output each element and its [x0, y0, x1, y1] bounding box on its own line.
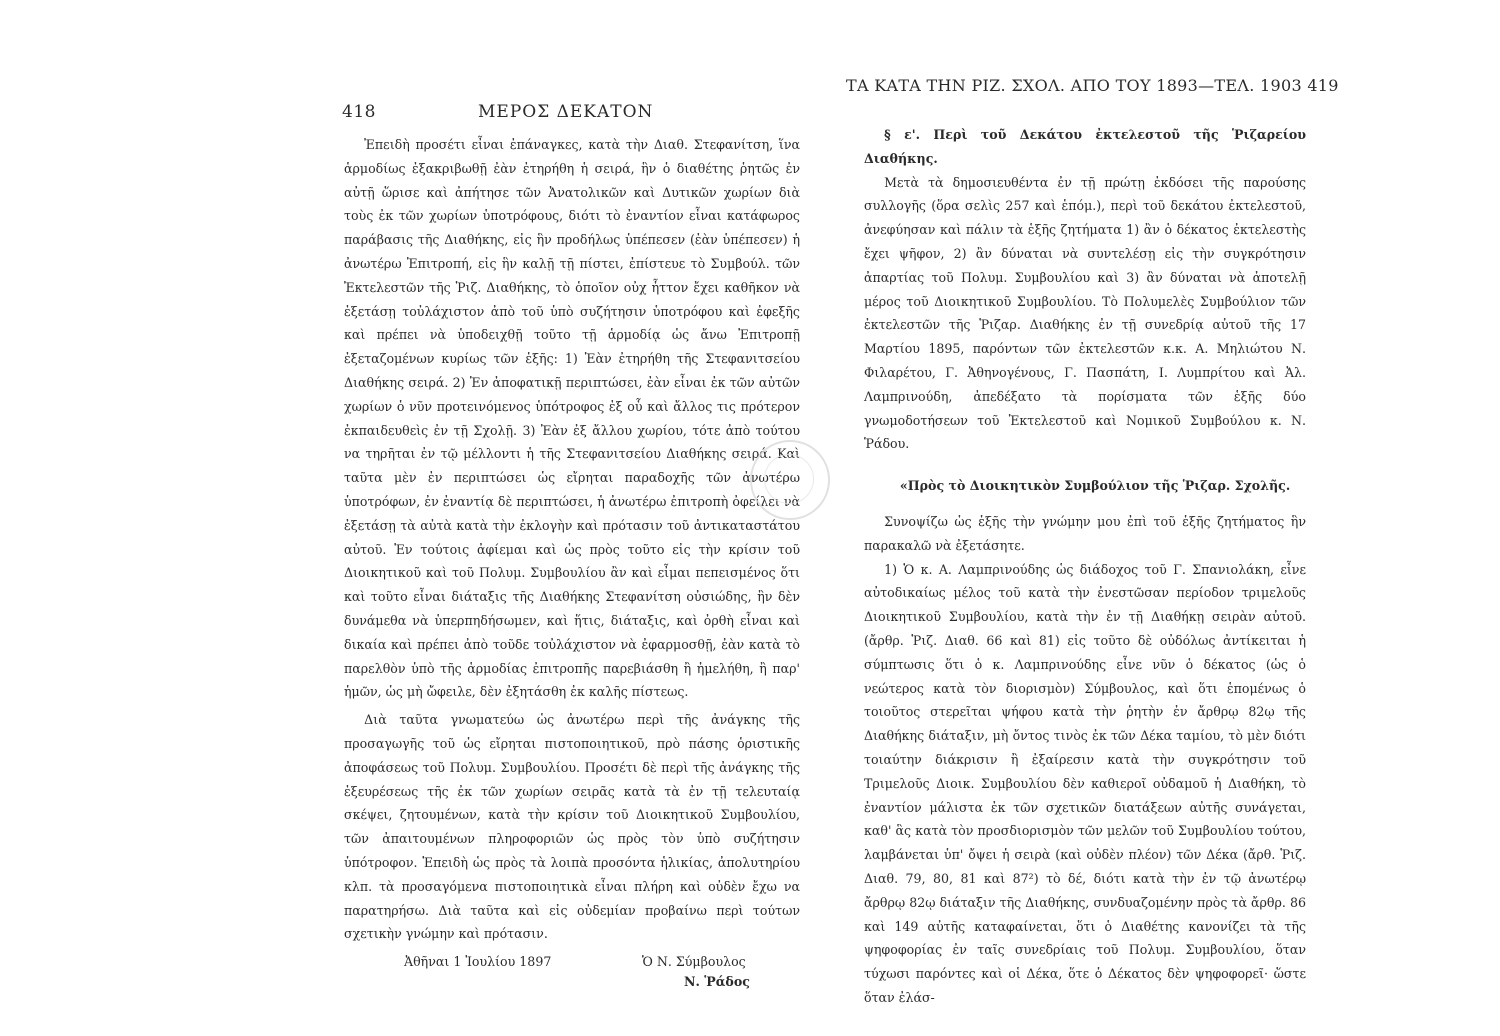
signoff-role: Ὁ Ν. Σύμβουλος — [642, 954, 746, 970]
page-number: 418 — [342, 102, 376, 122]
running-title: ΤΑ ΚΑΤΑ ΤΗΝ ΡΙΖ. ΣΧΟΛ. ΑΠΟ ΤΟΥ 1893—ΤΕΛ. 1903 419 — [846, 76, 1339, 95]
signoff-name: Ν. Ῥάδος — [684, 974, 750, 990]
running-title: ΜΕΡΟΣ ΔΕΚΑΤΟΝ — [478, 102, 654, 122]
paragraph: Συνοψίζω ὡς ἑξῆς τὴν γνώμην μου ἐπὶ τοῦ ἑξῆς ζητήματος ἣν παρακαλῶ νὰ ἐξετάσητε. — [864, 513, 1306, 553]
paragraph: 1) Ὁ κ. Α. Λαμπρινούδης ὡς διάδοχος τοῦ Γ. Σπανιολάκη, εἶνε αὐτοδικαίως μέλος τοῦ κατὰ τὴν ἐνεστῶσαν περίοδον τριμελοῦς Διοικητικοῦ Συμβουλίου, κατὰ τὴν ἐν τῇ Διαθήκῃ σειρὰν αὐτοῦ. (ἄρθρ. Ῥιζ. Διαθ. 66 καὶ 81) εἰς τοῦτο δὲ οὐδόλως ἀντίκειται ἡ σύμπτωσις ὅτι ὁ κ. Λαμπρινούδης εἶνε νῦν ὁ δέκατος (ὡς ὁ νεώτερος κατὰ τὸν διορισμὸν) Σύμβουλος, καὶ ὅτι ἑπομένως ὁ τοιοῦτος στερεῖται ψήφου κατὰ τὴν ῥητὴν ἐν ἄρθρῳ 82ῳ τῆς Διαθήκης διάταξιν, μὴ ὄντος τινὸς ἐκ τῶν Δέκα ταμίου, τὸ μὲν διότι τοιαύτην διάκρισιν ἢ ἐξαίρεσιν κατὰ τὴν συγκρότησιν τοῦ Τριμελοῦς Διοικ. Συμβουλίου δὲν καθιεροῖ οὐδαμοῦ ἡ Διαθήκη, τὸ ἐναντίον μάλιστα ἐκ τῶν σχετικῶν διατάξεων αὐτῆς συνάγεται, καθ' ἃς κατὰ τὸν προσδιορισμὸν τῶν μελῶν τοῦ Συμβουλίου τούτου, λαμβάνεται ὑπ' ὄψει ἡ σειρὰ (καὶ οὐδὲν πλέον) τῶν Δέκα (ἄρθ. Ῥιζ. Διαθ. 79, 80, 81 καὶ 87²) τὸ δέ, διότι κατὰ τὴν ἐν τῷ ἀνωτέρῳ ἄρθρῳ 82ῳ διάταξιν τῆς Διαθήκης, συνδυαζομένην πρὸς τὰ ἄρθρ. 86 καὶ 149 αὐτῆς καταφαίνεται, ὅτι ὁ Διαθέτης κανονίζει τὰ τῆς ψηφοφορίας ἐν ταῖς συνεδρίαις τοῦ Πολυμ. Συμβουλίου, ὅταν τύχωσι παρόντες καὶ οἱ Δέκα, ὅτε ὁ Δέκατος δὲν ψηφοφορεῖ· ὥστε ὅταν ἐλάσ- — [864, 561, 1306, 1005]
signoff — [344, 950, 800, 992]
paragraph: Διὰ ταῦτα γνωματεύω ὡς ἀνωτέρω περὶ τῆς ἀνάγκης τῆς προσαγωγῆς τοῦ ὡς εἴρηται πιστοποιητικοῦ, πρὸ πάσης ὁριστικῆς ἀποφάσεως τοῦ Πολυμ. Συμβουλίου. Προσέτι δὲ περὶ τῆς ἀνάγκης τῆς ἐξευρέσεως τῆς ἐκ τῶν χωρίων σειρᾶς κατὰ τὰ ἐν τῇ τελευταίᾳ σκέψει, ζητουμένων, κατὰ τὴν κρίσιν τοῦ Διοικητικοῦ Συμβουλίου, τῶν ἀπαιτουμένων πληροφοριῶν ὡς πρὸς τὸν ὑπὸ συζήτησιν ὑπότροφον. Ἐπειδὴ ὡς πρὸς τὰ λοιπὰ προσόντα ἡλικίας, ἀπολυτηρίου κλπ. τὰ προσαγόμενα πιστοποιητικὰ εἶναι πλήρη καὶ οὐδὲν ἔχω να παρατηρήσω. Διὰ ταῦτα καὶ εἰς οὐδεμίαν προβαίνω περὶ τούτων σχετικὴν γνώμην καὶ πρότασιν. — [344, 712, 800, 942]
body-text — [864, 123, 1306, 1010]
section-heading: § ε'. Περὶ τοῦ Δεκάτου ἐκτελεστοῦ τῆς Ῥιζαρείου Διαθήκης. — [864, 127, 1306, 166]
paragraph: Ἐπειδὴ προσέτι εἶναι ἐπάναγκες, κατὰ τὴν Διαθ. Στεφανίτση, ἵνα ἁρμοδίως ἐξακριβωθῇ ἐὰν ἐτηρήθη ἡ σειρά, ἣν ὁ διαθέτης ῥητῶς ἐν αὐτῇ ὥρισε καὶ ἀπήτησε τῶν Ἀνατολικῶν καὶ Δυτικῶν χωρίων διὰ τοὺς ἐκ τῶν χωρίων ὑποτρόφους, διότι τὸ ἐναντίον εἶναι κατάφωρος παράβασις τῆς Διαθήκης, εἰς ἣν προδήλως ὑπέπεσεν (ἐὰν ὑπέπεσεν) ἡ ἀνωτέρω Ἐπιτροπή, εἰς ἣν καλῇ τῇ πίστει, ἐπίστευε τὸ Συμβούλ. τῶν Ἐκτελεστῶν τῆς Ῥιζ. Διαθήκης, τὸ ὁποῖον οὐχ ἧττον ἔχει καθῆκον νὰ ἐξετάσῃ τοὐλάχιστον ἀπὸ τοῦ ὑπὸ συζήτησιν ὑποτρόφου καὶ ἐφεξῆς καὶ πρέπει νὰ ὑποδειχθῇ τοῦτο τῇ ἁρμοδίᾳ ὡς ἄνω Ἐπιτροπῇ ἐξεταζομένων κυρίως τῶν ἑξῆς: 1) Ἐὰν ἐτηρήθη τῆς Στεφανιτσείου Διαθήκης σειρά. 2) Ἐν ἀποφατικῇ περιπτώσει, ἐὰν εἶναι ἐκ τῶν αὐτῶν χωρίων ὁ νῦν προτεινόμενος ὑπότροφος ἐξ οὗ καὶ ἄλλος τις πρότερον ἐκπαιδευθεὶς ἐν τῇ Σχολῇ. 3) Ἐὰν ἐξ ἄλλου χωρίου, τότε ἀπὸ τούτου να τηρῆται ἐν τῷ μέλλοντι ἡ τῆς Στεφανιτσείου Διαθήκης σειρά. Καὶ ταῦτα μὲν ἐν περιπτώσει ὡς εἴρηται παραδοχῆς τῶν ἀνωτέρω ὑποτρόφων, ἐν ἐναντίᾳ δὲ περιπτώσει, ἡ ἀνωτέρω ἐπιτροπὴ ὀφείλει νὰ ἐξετάσῃ τὰ αὐτὰ κατὰ τὴν ἐκλογὴν καὶ πρότασιν τοῦ ἀντικαταστάτου αὐτοῦ. Ἐν τούτοις ἀφίεμαι καὶ ὡς πρὸς τοῦτο εἰς τὴν κρίσιν τοῦ Διοικητικοῦ καὶ τοῦ Πολυμ. Συμβουλίου ἂν καὶ εἶμαι πεπεισμένος ὅτι καὶ τοῦτο εἶναι διάταξις τῆς Διαθήκης Στεφανίτση οὐσιώδης, ἣν δὲν δυνάμεθα νὰ ὑπερπηδήσωμεν, καὶ ἥτις, διάταξις, καὶ ὀρθὴ εἶναι καὶ δικαία καὶ πρέπει ἀπὸ τοῦδε τοὐλάχιστον νὰ ἐφαρμοσθῇ, ἐὰν κατὰ τὸ παρελθὸν ὑπὸ τῆς ἁρμοδίας ἐπιτροπῆς παρεβιάσθη ἢ ἠμελήθη, ἢ παρ' ἡμῶν, ὡς μὴ ὤφειλε, δὲν ἐξητάσθη ἐκ καλῆς πίστεως. — [344, 137, 800, 700]
signoff-date: Ἀθῆναι 1 Ἰουλίου 1897 — [404, 954, 552, 970]
paragraph: Μετὰ τὰ δημοσιευθέντα ἐν τῇ πρώτῃ ἐκδόσει τῆς παρούσης συλλογῆς (ὅρα σελὶς 257 καὶ ἑπόμ.), περὶ τοῦ δεκάτου ἐκτελεστοῦ, ἀνεφύησαν καὶ πάλιν τὰ ἑξῆς ζητήματα 1) ἂν ὁ δέκατος ἐκτελεστὴς ἔχει ψῆφον, 2) ἂν δύναται νὰ συντελέσῃ εἰς τὴν συγκρότησιν ἀπαρτίας τοῦ Πολυμ. Συμβουλίου καὶ 3) ἂν δύναται νὰ ἀποτελῇ μέρος τοῦ Διοικητικοῦ Συμβουλίου. Τὸ Πολυμελὲς Συμβούλιον τῶν ἐκτελεστῶν τῆς Ῥιζαρ. Διαθήκης ἐν τῇ συνεδρίᾳ αὐτοῦ τῆς 17 Μαρτίου 1895, παρόντων τῶν ἐκτελεστῶν κ.κ. Α. Μηλιώτου Ν. Φιλαρέτου, Γ. Ἀθηνογένους, Γ. Πασπάτη, Ι. Λυμπρίτου καὶ Ἀλ. Λαμπρινούδη, ἀπεδέξατο τὰ πορίσματα τῶν ἑξῆς δύο γνωμοδοτήσεων τοῦ Ἐκτελεστοῦ καὶ Νομικοῦ Συμβούλου κ. Ν. Ῥάδου. — [864, 174, 1306, 452]
library-stamp — [750, 440, 830, 520]
body-text — [344, 133, 800, 992]
address-heading: «Πρὸς τὸ Διοικητικὸν Συμβούλιον τῆς Ῥιζαρ. Σχολῆς. — [899, 478, 1291, 494]
